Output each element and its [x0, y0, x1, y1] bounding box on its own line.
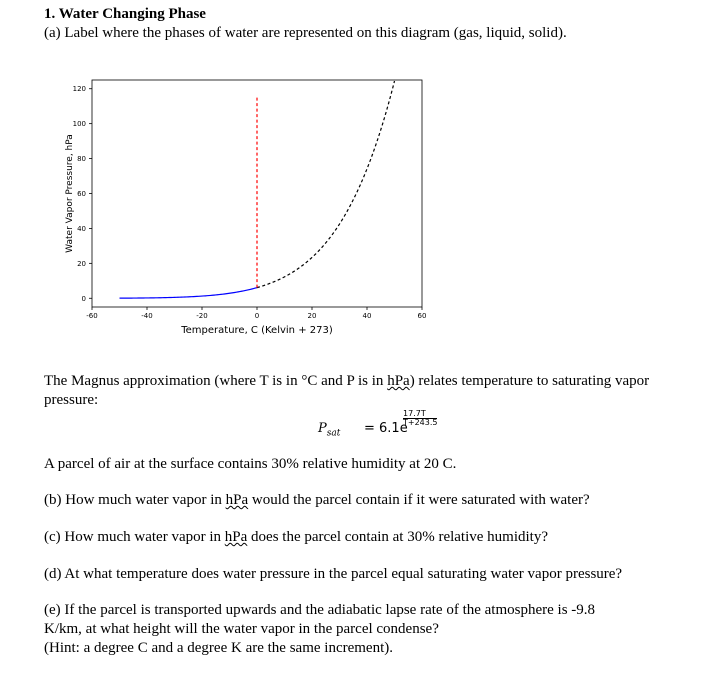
magnus-intro	[44, 372, 684, 410]
part-b-after: would the parcel contain if it were saturated with water?	[248, 492, 590, 508]
part-a-text: (a) Label where the phases of water are represented on this diagram (gas, liquid, solid).	[44, 25, 567, 41]
exponent-numerator: 17.7T	[403, 409, 426, 418]
y-tick-label: 80	[77, 155, 86, 164]
exponent-denominator: T+243.5	[403, 418, 438, 427]
x-tick-label: 60	[417, 312, 427, 320]
x-tick-label: 40	[362, 312, 372, 320]
x-tick-label: -20	[196, 312, 208, 320]
x-axis-label: Temperature, C (Kelvin + 273)	[181, 325, 333, 336]
hpa-unit: hPa	[225, 492, 249, 508]
y-tick-label: 0	[81, 294, 86, 303]
hpa-unit: hPa	[224, 529, 248, 545]
magnus-intro-after: ) relates temperature to saturating vapor pressure:	[44, 373, 650, 408]
phase-chart	[60, 75, 440, 345]
warm-saturation-curve	[257, 81, 395, 288]
magnus-intro-before: The Magnus approximation (where T is in °C and P is in	[44, 373, 388, 389]
question-title: 1. Water Changing Phase	[44, 6, 206, 22]
y-tick-label: 120	[72, 85, 86, 94]
part-e-line-3: (Hint: a degree C and a degree K are the same increment).	[44, 640, 393, 656]
part-b-before: (b) How much water vapor in	[44, 492, 226, 508]
x-tick-label: -60	[86, 312, 98, 320]
x-tick-label: 0	[254, 312, 260, 320]
part-c-before: (c) How much water vapor in	[44, 529, 225, 545]
hpa-unit: hPa	[387, 373, 410, 389]
x-tick-label: -40	[141, 312, 153, 320]
equation-rhs: = 6.1e	[364, 421, 408, 436]
part-d-text: (d) At what temperature does water pressure in the parcel equal saturating water vapor pressure?	[44, 566, 623, 582]
part-b-text	[44, 491, 684, 510]
equation-sub: sat	[326, 428, 341, 439]
part-e-line-1: (e) If the parcel is transported upwards and the adiabatic lapse rate of the atmosphere is -9.8	[44, 602, 596, 618]
cold-saturation-curve	[120, 288, 258, 299]
y-tick-label: 40	[77, 224, 86, 233]
part-c-after: does the parcel contain at 30% relative humidity?	[247, 529, 549, 545]
part-c-text	[44, 528, 684, 547]
part-e-line-2: K/km, at what height will the water vapor in the parcel condense?	[44, 621, 439, 637]
y-axis-label: Water Vapor Pressure, hPa	[65, 134, 75, 253]
x-tick-label: 20	[307, 312, 317, 320]
equation-p: P	[318, 421, 327, 436]
y-tick-label: 60	[77, 190, 86, 198]
y-tick-label: 100	[72, 120, 86, 129]
part-e-text	[44, 601, 684, 658]
equation-lhs	[318, 421, 340, 439]
magnus-equation	[318, 409, 458, 439]
y-tick-label: 20	[77, 259, 86, 268]
parcel-statement: A parcel of air at the surface contains 30% relative humidity at 20 C.	[44, 456, 457, 472]
